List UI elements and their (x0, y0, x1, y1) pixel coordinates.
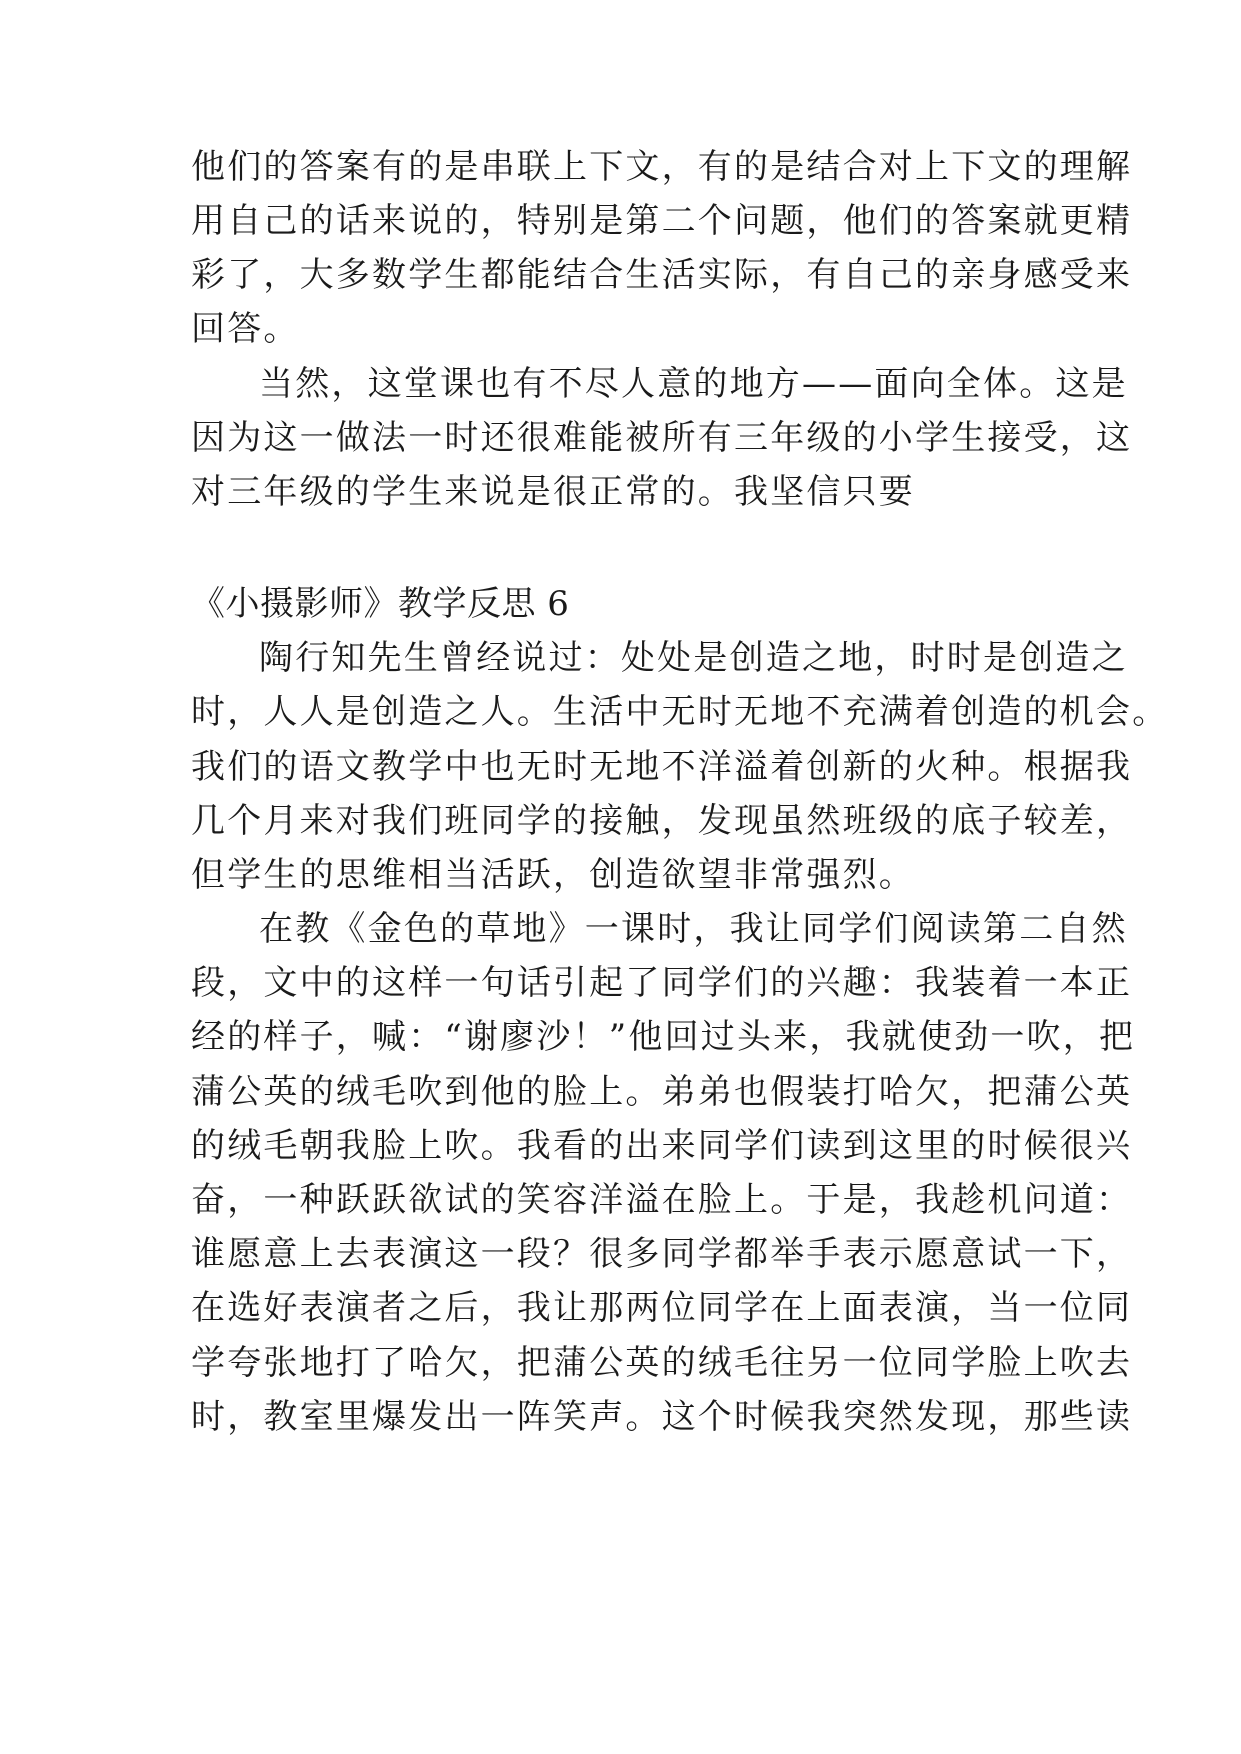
paragraph-line: 用自己的话来说的，特别是第二个问题，他们的答案就更精 (191, 201, 1133, 241)
paragraph-line: 的绒毛朝我脸上吹。我看的出来同学们读到这里的时候很兴 (191, 1126, 1133, 1166)
paragraph-line: 时，教室里爆发出一阵笑声。这个时候我突然发现，那些读 (191, 1397, 1133, 1437)
paragraph-line: 学夸张地打了哈欠，把蒲公英的绒毛往另一位同学脸上吹去 (191, 1343, 1133, 1383)
paragraph-line: 经的样子，喊：“谢廖沙！”他回过头来，我就使劲一吹，把 (191, 1017, 1136, 1057)
paragraph-line: 在教《金色的草地》一课时，我让同学们阅读第二自然 (259, 909, 1128, 949)
paragraph-line: 对三年级的学生来说是很正常的。我坚信只要 (191, 472, 915, 512)
paragraph-line: 回答。 (191, 309, 300, 349)
paragraph-line: 段，文中的这样一句话引起了同学们的兴趣：我装着一本正 (191, 963, 1133, 1003)
paragraph-line: 奋，一种跃跃欲试的笑容洋溢在脸上。于是，我趁机问道： (191, 1180, 1133, 1220)
paragraph-line: 在选好表演者之后，我让那两位同学在上面表演，当一位同 (191, 1288, 1133, 1328)
paragraph-line: 几个月来对我们班同学的接触，发现虽然班级的底子较差， (191, 801, 1133, 841)
paragraph-line: 但学生的思维相当活跃，创造欲望非常强烈。 (191, 855, 915, 895)
paragraph-line: 我们的语文教学中也无时无地不洋溢着创新的火种。根据我 (191, 747, 1133, 787)
paragraph-line: 他们的答案有的是串联上下文，有的是结合对上下文的理解 (191, 147, 1133, 187)
paragraph-line: 谁愿意上去表演这一段？很多同学都举手表示愿意试一下， (191, 1234, 1133, 1274)
section-title: 《小摄影师》教学反思 6 (191, 584, 570, 624)
paragraph-line: 因为这一做法一时还很难能被所有三年级的小学生接受，这 (191, 418, 1133, 458)
paragraph-line: 彩了，大多数学生都能结合生活实际，有自己的亲身感受来 (191, 255, 1133, 295)
paragraph-line: 蒲公英的绒毛吹到他的脸上。弟弟也假装打哈欠，把蒲公英 (191, 1072, 1133, 1112)
paragraph-line: 陶行知先生曾经说过：处处是创造之地，时时是创造之 (259, 638, 1128, 678)
paragraph-line: 时，人人是创造之人。生活中无时无地不充满着创造的机会。 (191, 692, 1169, 732)
paragraph-line: 当然，这堂课也有不尽人意的地方——面向全体。这是 (259, 364, 1128, 404)
